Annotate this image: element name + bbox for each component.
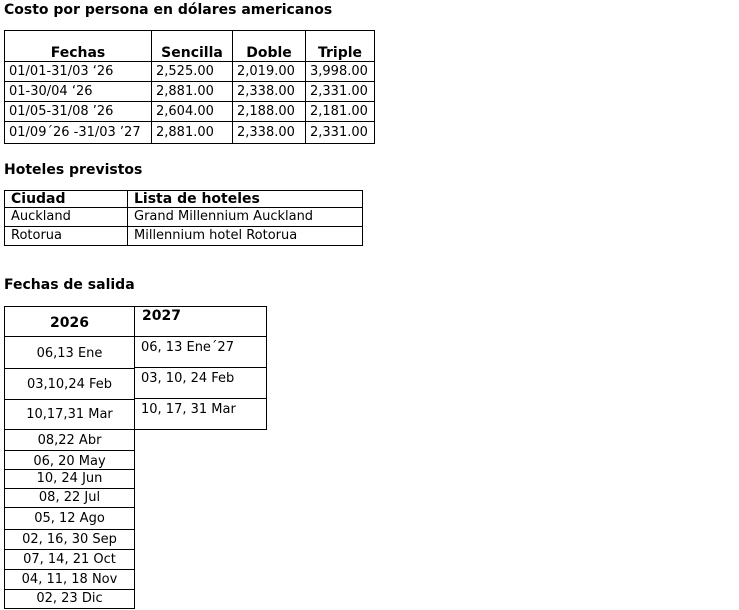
cost-cell-fechas: 01/09´26 -31/03 ’27: [5, 122, 152, 144]
hotel-city: Rotorua: [5, 227, 128, 246]
table-row: [5, 122, 375, 144]
list-item: 06,13 Ene: [4, 336, 135, 369]
list-item: 03, 10, 24 Feb: [134, 367, 267, 399]
list-item: 10,17,31 Mar: [4, 399, 135, 430]
cost-cell-triple: 2,181.00: [306, 102, 375, 122]
hotels-header-lista: Lista de hoteles: [128, 191, 363, 208]
year-2026-header: 2026: [4, 306, 135, 337]
cost-header-sencilla: Sencilla: [152, 31, 233, 62]
cost-cell-sencilla: 2,525.00: [152, 62, 233, 82]
cost-cell-fechas: 01-30/04 ‘26: [5, 82, 152, 102]
departures-title: Fechas de salida: [4, 277, 135, 293]
hotels-header-ciudad: Ciudad: [5, 191, 128, 208]
list-item: 08,22 Abr: [4, 429, 135, 451]
year-2027-header: 2027: [134, 306, 267, 337]
table-row: [5, 102, 375, 122]
list-item: 03,10,24 Feb: [4, 368, 135, 400]
cost-cell-fechas: 01/01-31/03 ‘26: [5, 62, 152, 82]
hotels-title: Hoteles previstos: [4, 162, 143, 178]
list-item: 07, 14, 21 Oct: [4, 549, 135, 570]
hotel-city: Auckland: [5, 208, 128, 227]
list-item: 08, 22 Jul: [4, 488, 135, 508]
hotels-table: [4, 190, 363, 246]
hotel-name: Grand Millennium Auckland: [128, 208, 363, 227]
table-row: [5, 82, 375, 102]
list-item: 10, 24 Jun: [4, 469, 135, 489]
cost-cell-sencilla: 2,881.00: [152, 122, 233, 144]
cost-header-doble: Doble: [233, 31, 306, 62]
cost-cell-doble: 2,019.00: [233, 62, 306, 82]
cost-title: Costo por persona en dólares americanos: [4, 2, 333, 18]
cost-header-fechas: Fechas: [5, 31, 152, 62]
cost-cell-sencilla: 2,604.00: [152, 102, 233, 122]
list-item: 06, 20 May: [4, 450, 135, 470]
hotel-name: Millennium hotel Rotorua: [128, 227, 363, 246]
cost-cell-triple: 2,331.00: [306, 122, 375, 144]
cost-cell-doble: 2,338.00: [233, 82, 306, 102]
list-item: 04, 11, 18 Nov: [4, 569, 135, 590]
list-item: 05, 12 Ago: [4, 507, 135, 530]
cost-cell-fechas: 01/05-31/08 ’26: [5, 102, 152, 122]
cost-table: [4, 30, 375, 144]
table-row: [5, 227, 363, 246]
cost-cell-sencilla: 2,881.00: [152, 82, 233, 102]
cost-header-triple: Triple: [306, 31, 375, 62]
cost-cell-doble: 2,188.00: [233, 102, 306, 122]
list-item: 10, 17, 31 Mar: [134, 398, 267, 430]
list-item: 06, 13 Ene´27: [134, 336, 267, 368]
hotels-header-row: [5, 191, 363, 208]
cost-cell-triple: 3,998.00: [306, 62, 375, 82]
cost-cell-triple: 2,331.00: [306, 82, 375, 102]
list-item: 02, 16, 30 Sep: [4, 529, 135, 550]
cost-cell-doble: 2,338.00: [233, 122, 306, 144]
cost-header-row: [5, 31, 375, 62]
table-row: [5, 62, 375, 82]
list-item: 02, 23 Dic: [4, 589, 135, 609]
table-row: [5, 208, 363, 227]
